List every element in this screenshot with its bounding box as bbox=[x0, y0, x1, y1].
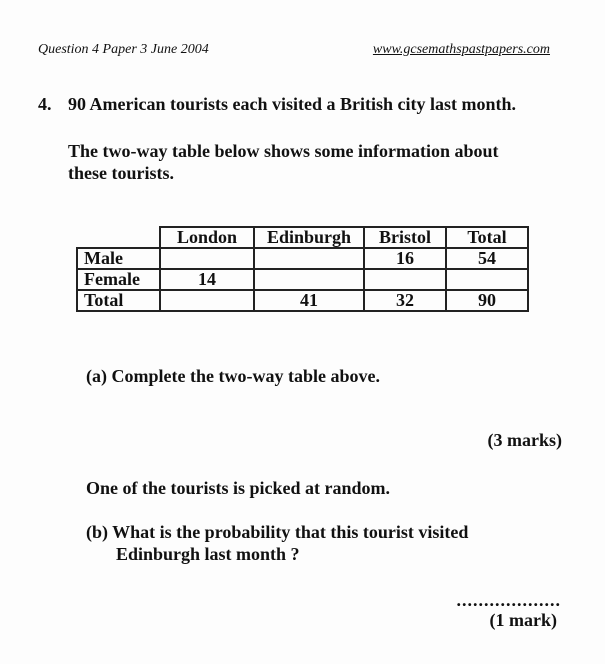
table-row-total bbox=[77, 290, 528, 311]
table-corner bbox=[77, 227, 160, 248]
col-header-bristol: Bristol bbox=[364, 227, 446, 248]
cell-total-edinburgh: 41 bbox=[254, 290, 364, 311]
col-header-london: London bbox=[160, 227, 254, 248]
table-row-female bbox=[77, 269, 528, 290]
answer-line[interactable]: ................... bbox=[456, 590, 561, 610]
part-b-question bbox=[86, 521, 468, 565]
part-a-instruction: (a) Complete the two-way table above. bbox=[86, 366, 380, 386]
two-way-table bbox=[76, 226, 529, 312]
row-label-male: Male bbox=[77, 248, 160, 269]
cell-male-edinburgh[interactable] bbox=[254, 248, 364, 269]
table-header-row bbox=[77, 227, 528, 248]
cell-total-total: 90 bbox=[446, 290, 528, 311]
part-b-marks: (1 mark) bbox=[489, 610, 557, 630]
question-number: 4. bbox=[38, 94, 52, 114]
cell-female-london: 14 bbox=[160, 269, 254, 290]
part-b-line1: (b) What is the probability that this tourist visited bbox=[86, 522, 469, 542]
table-intro-line1: The two-way table below shows some information about bbox=[68, 141, 499, 161]
part-b-line2: Edinburgh last month ? bbox=[116, 544, 300, 564]
cell-female-bristol[interactable] bbox=[364, 269, 446, 290]
table-row-male bbox=[77, 248, 528, 269]
cell-female-total[interactable] bbox=[446, 269, 528, 290]
table-intro bbox=[68, 140, 558, 184]
cell-female-edinburgh[interactable] bbox=[254, 269, 364, 290]
cell-total-bristol: 32 bbox=[364, 290, 446, 311]
question-text: 90 American tourists each visited a British city last month. bbox=[68, 94, 516, 114]
cell-total-london[interactable] bbox=[160, 290, 254, 311]
col-header-edinburgh: Edinburgh bbox=[254, 227, 364, 248]
random-pick-statement: One of the tourists is picked at random. bbox=[86, 478, 391, 498]
row-label-total: Total bbox=[77, 290, 160, 311]
cell-male-total: 54 bbox=[446, 248, 528, 269]
cell-male-bristol: 16 bbox=[364, 248, 446, 269]
col-header-total: Total bbox=[446, 227, 528, 248]
table-intro-line2: these tourists. bbox=[68, 163, 174, 183]
paper-reference: Question 4 Paper 3 June 2004 bbox=[38, 42, 209, 57]
part-a-marks: (3 marks) bbox=[487, 430, 562, 450]
row-label-female: Female bbox=[77, 269, 160, 290]
cell-male-london[interactable] bbox=[160, 248, 254, 269]
website-link[interactable]: www.gcsemathspastpapers.com bbox=[372, 42, 550, 57]
